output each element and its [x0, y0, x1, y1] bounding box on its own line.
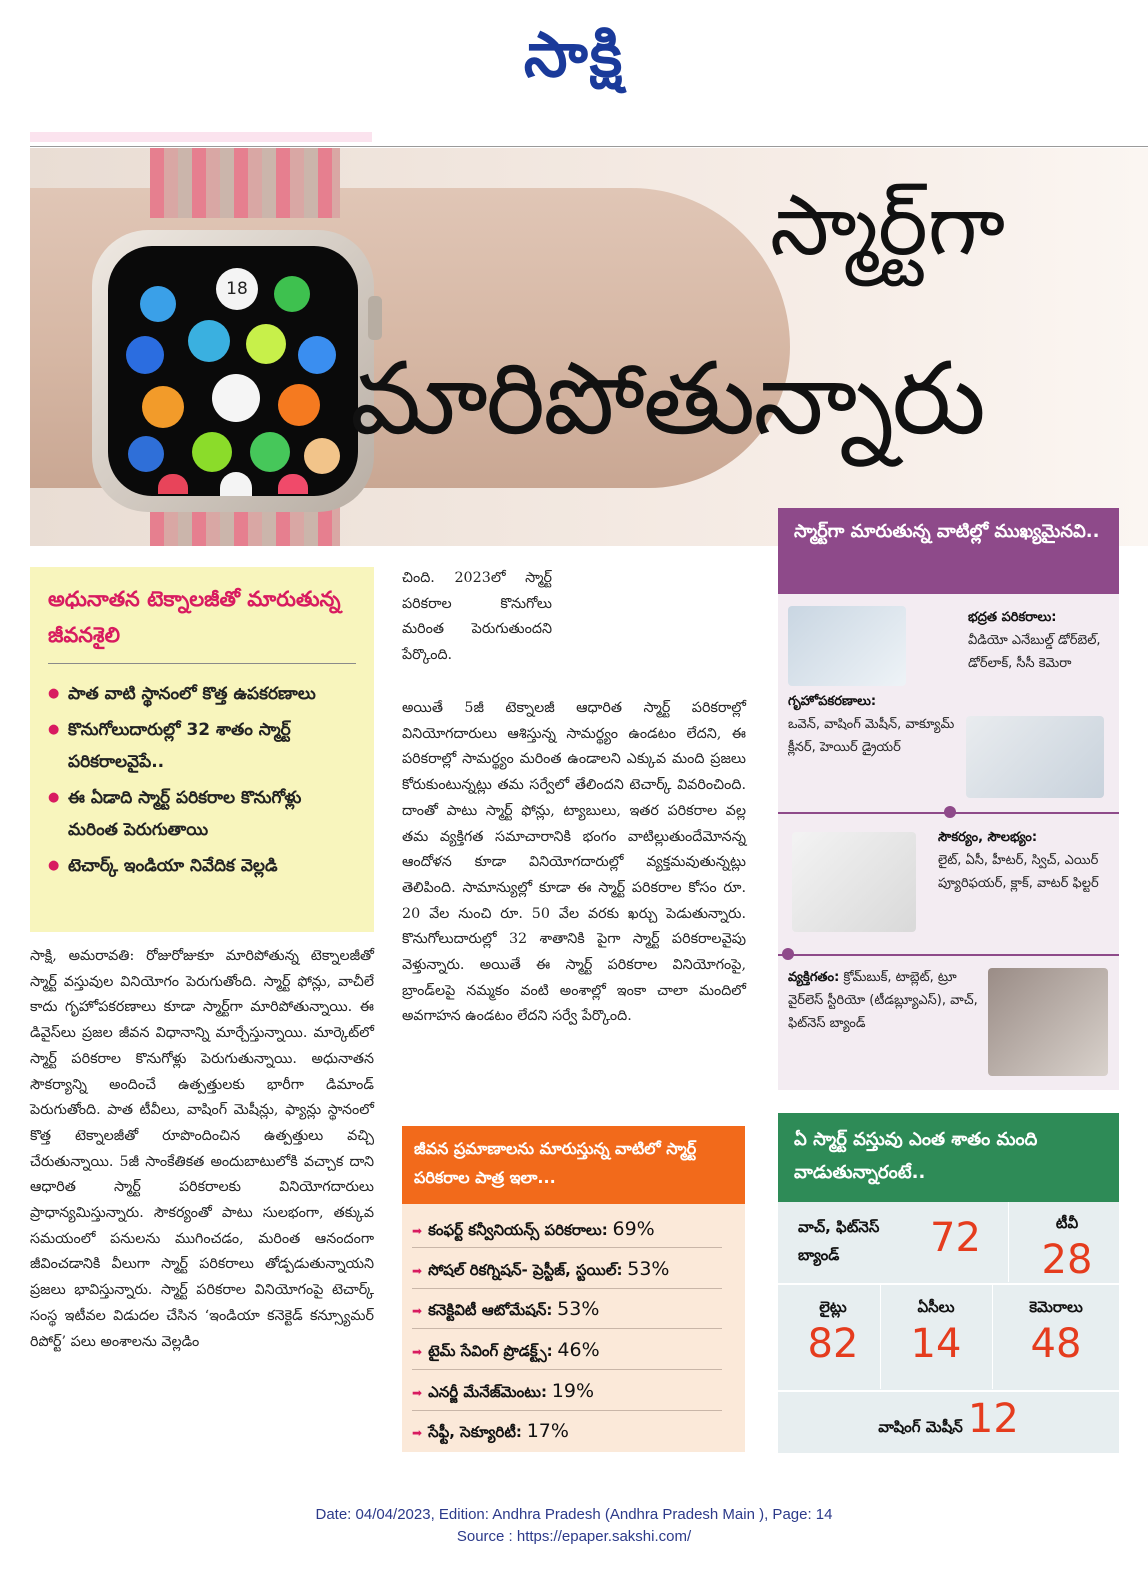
activity-app-icon [192, 432, 232, 472]
connector-line [950, 812, 1119, 814]
stats-title: ఏ స్మార్ట్ వస్తువు ఎంత శాతం మంది వాడుతున్నారంటే.. [778, 1113, 1119, 1202]
safety-label: భద్రత పరికరాలు: [968, 610, 1057, 625]
timer-app-icon [278, 384, 320, 426]
breathe-app-icon [188, 320, 230, 362]
home-appliances-image [788, 606, 906, 686]
home-text: ఒవెన్, వాషింగ్ మెషీన్, వాక్యూమ్ క్లీనర్, హెయిర్ డ్రైయర్ [788, 717, 955, 755]
stat-tv: టీవీ 28 [1041, 1214, 1093, 1283]
home-appliances [788, 690, 958, 759]
weather-app-icon [140, 286, 176, 322]
footer-source: Source : https://epaper.sakshi.com/ [456, 1528, 692, 1545]
divider [412, 1247, 722, 1248]
personal-label: వ్యక్తిగతం: [788, 970, 840, 985]
headline-line-2: మారిపోతున్నారు [350, 340, 984, 457]
home-label: గృహోపకరణాలు: [788, 694, 877, 709]
divider [992, 1285, 993, 1389]
highlight-item: ● ఈ ఏడాది స్మార్ట్ పరికరాల కొనుగోళ్లు మరింత పెరుగుతాయి [48, 782, 356, 846]
headline-line-1: స్మార్ట్‌గా [770, 176, 1006, 274]
connector-line [778, 954, 1119, 956]
divider [30, 146, 1148, 147]
article-column-2-top [402, 566, 552, 686]
photos-app-icon [220, 472, 252, 496]
compass-app-icon [126, 336, 164, 374]
arrow-icon: ➡ [412, 1224, 423, 1238]
divider [412, 1288, 722, 1289]
role-item: ➡ కనెక్టివిటీ ఆటోమేషన్: 53% [412, 1298, 600, 1320]
footer-date-edition: Date: 04/04/2023, Edition: Andhra Pradesh (Andhra Pradesh Main ), Page: 14 [315, 1506, 833, 1523]
stat-watch-value: 72 [930, 1215, 981, 1261]
divider [412, 1410, 722, 1411]
divider [778, 1390, 1119, 1392]
divider [1008, 1202, 1009, 1282]
arrow-icon: ➡ [412, 1264, 423, 1278]
highlight-item: ● టెచార్క్ ఇండియా నివేదిక వెల్లడి [48, 850, 356, 882]
watch-crown [368, 296, 382, 340]
arrow-icon: ➡ [412, 1304, 423, 1318]
personal-text: క్రోమ్‌బుక్, టాబ్లెట్, ట్రూ వైర్‌లెస్ స్టీరియో (టీడబ్ల్యూఎస్), వాచ్, ఫిట్‌నెస్ బ్యాండ్ [788, 970, 978, 1031]
globe-app-icon [142, 386, 184, 428]
arrow-icon: ➡ [412, 1345, 423, 1359]
role-item: ➡ సోషల్ రికగ్నిషన్- ప్రెస్టీజ్, స్టయిల్: 53% [412, 1258, 670, 1280]
stat-ac: ఏసీలు 14 [910, 1298, 962, 1367]
divider [778, 1283, 1119, 1285]
divider [412, 1369, 722, 1370]
highlights-title: అధునాతన టెక్నాలజీతో మారుతున్న జీవనశైలి [48, 587, 341, 647]
highlights-box [30, 567, 374, 932]
watch-strap-top [150, 148, 340, 218]
smart-items-box [778, 508, 1119, 1090]
article-paragraph: చింది. 2023లో స్మార్ట్ పరికరాల కొనుగోలు మరింత పెరుగుతుందని పేర్కొంది. [402, 570, 552, 664]
stat-cameras: కెమెరాలు 48 [1029, 1298, 1083, 1367]
arrow-icon: ➡ [412, 1426, 423, 1440]
arrow-icon: ➡ [412, 1386, 423, 1400]
divider [880, 1285, 881, 1389]
music-app-icon [278, 474, 308, 494]
smartwatch-image [988, 968, 1108, 1076]
comfort-text: లైట్, ఏసీ, హీటర్, స్విచ్, ఎయిర్ ప్యూరిఫయర్, క్లాక్, వాటర్ ఫిల్టర్ [938, 853, 1099, 891]
sleep-app-icon [128, 436, 164, 472]
smartwatch-screen [108, 246, 358, 496]
article-paragraph: అయితే 5జీ టెక్నాలజీ ఆధారిత స్మార్ట్ పరికరాల్లో వినియోగదారులు ఆశిస్తున్న సామర్థ్యం ఉండటం లేదని, ఈ పరికరాల్లో సామర్థ్యం మరింత ఉండాలని ఎక్కువ మంది ప్రజలు కోరుకుంటున్నట్లు తమ సర్వేలో తేలిందని టెచార్క్ వివరించింది. దాంతో పాటు స్మార్ట్ ఫోన్లు, ట్యాబులు, ఇతర పరికరాల వల్ల తమ వ్యక్తిగత సమాచారానికి భంగం వాటిల్లుతుందేమోనన్న ఆందోళన కూడా వినియోగదారుల్లో వ్యక్తమవుతున్నట్లు తెలిపింది. సామాన్యుల్లో కూడా ఈ స్మార్ట్ పరికరాల కోసం రూ. 20 వేల నుంచి రూ. 50 వేల వరకు ఖర్చు పెడుతున్నారు. కొనుగోలుదారుల్లో 32 శాతానికి పైగా స్మార్ట్ పరికరాలవైపు వెళ్తున్నారు. అయితే ఈ స్మార్ట్ పరికరాల వినియోగంపై, బ్రాండ్‌లపై నమ్మకం వంటి అంశాల్లో ఇంకా చాలా మందిలో అవగాహన ఉండటం లేదని సర్వే పేర్కొంది. [402, 700, 746, 1025]
comfort-devices [938, 826, 1113, 895]
cctv-camera-image [966, 716, 1104, 798]
smart-bulb-image [792, 832, 916, 932]
stat-watch-label: వాచ్, ఫిట్‌నెస్ బ్యాండ్ [798, 1218, 880, 1264]
highlight-item: ● పాత వాటి స్థానంలో కొత్త ఉపకరణాలు [48, 678, 356, 710]
roles-box [402, 1126, 745, 1452]
masthead-logo: సాక్షి [523, 18, 625, 91]
stats-box [778, 1113, 1119, 1453]
safety-text: వీడియో ఎనేబుల్డ్ డోర్‌బెల్, డోర్‌లాక్, సీసీ కెమెరా [968, 633, 1101, 671]
role-item: ➡ సేఫ్టీ, సెక్యూరిటీ: 17% [412, 1420, 569, 1442]
connector-line [778, 812, 954, 814]
smart-items-title: స్మార్ట్‌గా మారుతున్న వాటిల్లో ముఖ్యమైనవి.. [778, 508, 1119, 594]
phone-app-icon [274, 276, 310, 312]
stat-lights: లైట్లు 82 [807, 1298, 859, 1367]
memoji-app-icon [304, 438, 340, 474]
roles-title: జీవన ప్రమాణాలను మారుస్తున్న వాటిలో స్మార్ట్ పరికరాల పాత్ర ఇలా... [402, 1126, 745, 1204]
connector-dot [782, 948, 794, 960]
stat-washing-machine: వాషింగ్ మెషీన్ 12 [878, 1396, 1019, 1442]
comfort-label: సౌకర్యం, సౌలభ్యం: [938, 830, 1038, 845]
mail-app-icon [298, 336, 336, 374]
article-column-2 [402, 696, 746, 1106]
role-item: ➡ కంఫర్ట్ కన్వీనియన్స్ పరికరాలు: 69% [412, 1218, 655, 1240]
divider [48, 663, 356, 664]
role-item: ➡ ఎనర్జీ మేనేజ్‌మెంటు: 19% [412, 1380, 594, 1402]
role-item: ➡ టైమ్ సేవింగ్ ప్రొడక్ట్స్: 46% [412, 1339, 600, 1361]
workout-app-icon [246, 324, 286, 364]
watchface-app-icon [212, 374, 260, 422]
article-column-1 [30, 944, 374, 1464]
safety-devices [968, 606, 1113, 675]
messages-app-icon [250, 432, 290, 472]
article-paragraph: సాక్షి, అమరావతి: రోజురోజుకూ మారిపోతున్న టెక్నాలజీతో స్మార్ట్ వస్తువుల వినియోగం పెరుగుతోంది. స్మార్ట్ ఫోన్లు, వాచీలే కాదు గృహోపకరణాలు కూడా స్మార్ట్‌గా మారిపోతున్నాయి. ఈ డివైస్‌లు ప్రజల జీవన విధానాన్ని మార్చేస్తున్నాయి. మార్కెట్‌లో స్మార్ట్ పరికరాల కొనుగోళ్లు పెరుగుతున్నాయి. అధునాతన సౌకర్యాన్ని అందించే ఉత్పత్తులకు భారీగా డిమాండ్ పెరుగుతోంది. పాత టీవీలు, వాషింగ్ మెషీన్లు, ఫ్యాన్లు స్థానంలో కొత్త టెక్నాలజీతో రూపొందించిన ఉత్పత్తులు వచ్చి చేరుతున్నాయి. 5జీ సాంకేతికత అందుబాటులోకి వచ్చాక దాని ఆధారిత స్మార్ట్ పరికరాలకు వినియోగదారులు ప్రాధాన్యమిస్తున్నారు. సౌకర్యంతో పాటు సులభంగా, తక్కువ సమయంలో పనులను ముగించడం, మరింత ఆనందంగా జీవించడానికి వీలుగా స్మార్ట్ పరికరాలు తోడ్పడుతున్నాయని ప్రజలు భావిస్తున్నారు. స్మార్ట్ పరికరాల వినియోగంపై టెచార్క్ సంస్థ ఇటీవల విడుదల చేసిన ‘ఇండియా కనెక్టెడ్ కన్స్యూమర్ రిపోర్ట్’ పలు అంశాలను వెల్లడిం [30, 948, 374, 1350]
divider [412, 1328, 722, 1329]
highlight-item: ● కొనుగోలుదారుల్లో 32 శాతం స్మార్ట్ పరికరాలవైపే.. [48, 714, 356, 778]
highlights-list [48, 678, 356, 882]
heart-app-icon [158, 474, 188, 494]
clock-app-icon: 18 [216, 268, 258, 310]
personal-devices [788, 966, 978, 1035]
decorative-bar [30, 132, 372, 142]
